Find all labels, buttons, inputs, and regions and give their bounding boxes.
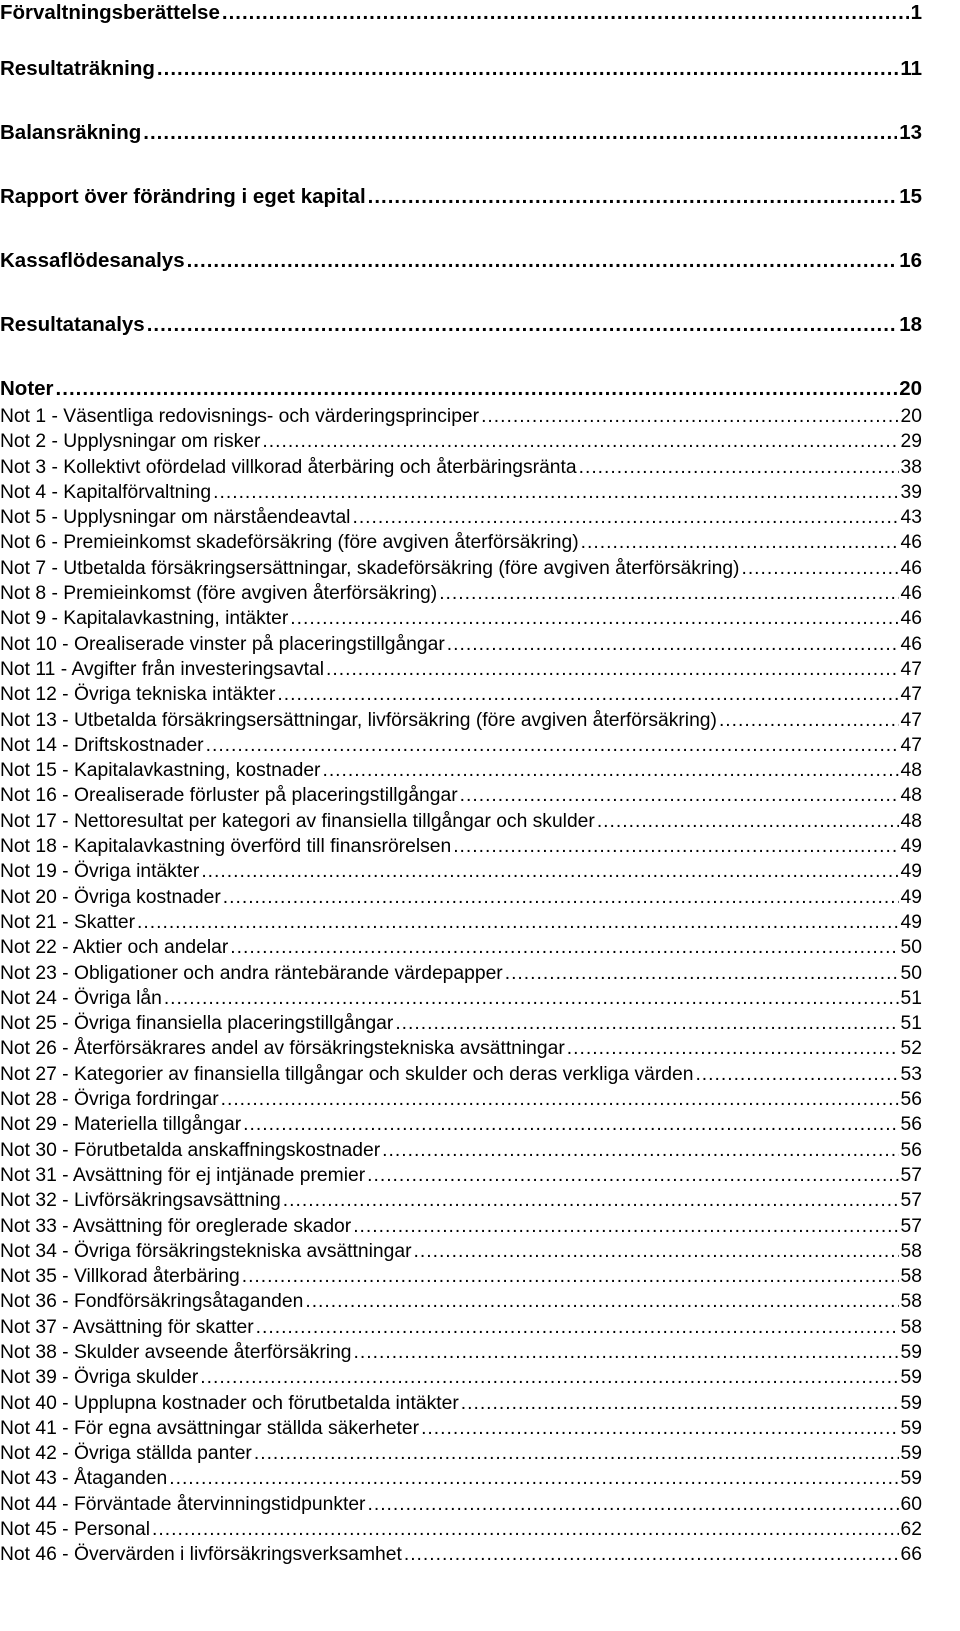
toc-entry-title: Not 20 - Övriga kostnader [0,886,221,908]
toc-entry-title: Förvaltningsberättelse [0,1,220,24]
toc-entry-title: Not 38 - Skulder avseende återförsäkring [0,1341,352,1363]
toc-entry-title: Not 44 - Förväntade återvinningstidpunkter [0,1493,366,1515]
toc-entry-title: Not 26 - Återförsäkrares andel av försäkringstekniska avsättningar [0,1038,565,1060]
toc-entry-title: Not 35 - Villkorad återbäring [0,1266,240,1288]
toc-entry-title: Not 6 - Premieinkomst skadeförsäkring (före avgiven återförsäkring) [0,532,579,554]
toc-note-entry[interactable] [0,1466,922,1491]
toc-note-entry[interactable] [0,885,922,910]
toc-entry-title: Not 19 - Övriga intäkter [0,861,200,883]
dot-leader [353,1214,898,1239]
toc-entry-title: Not 1 - Väsentliga redovisnings- och värderingsprinciper [0,406,480,427]
toc-entry-title: Not 36 - Fondförsäkringsåtaganden [0,1291,304,1313]
toc-page-number: 56 [900,1089,922,1111]
toc-entry-title: Resultaträkning [0,57,155,80]
toc-page-number: 15 [899,185,922,208]
toc-page-number: 49 [900,911,922,933]
dot-leader [352,505,898,530]
dot-leader [505,961,899,986]
toc-page-number: 13 [899,121,922,144]
toc-page-number: 58 [900,1316,922,1338]
dot-leader [283,1188,899,1213]
toc-note-entry[interactable] [0,1163,922,1188]
toc-entry-title: Not 4 - Kapitalförvaltning [0,481,212,503]
dot-leader [200,1365,898,1390]
toc-note-entry[interactable] [0,986,922,1011]
toc-page-number: 50 [900,937,922,959]
toc-page-number: 11 [900,57,922,80]
dot-leader [143,120,897,146]
toc-note-entry[interactable] [0,834,922,859]
toc-note-entry[interactable] [0,1391,922,1416]
toc-page-number: 57 [900,1215,922,1237]
toc-note-entry[interactable] [0,708,922,733]
toc-note-entry[interactable] [0,1138,922,1163]
toc-entry-title: Not 30 - Förutbetalda anskaffningskostnader [0,1139,381,1161]
toc-entry-title: Not 8 - Premieinkomst (före avgiven återförsäkring) [0,583,438,605]
toc-page-number: 47 [900,684,922,706]
toc-note-entry[interactable] [0,530,922,555]
dot-leader [367,1492,898,1517]
dot-leader [461,1391,899,1416]
toc-note-entry[interactable] [0,556,922,581]
toc-entry-title: Resultatanalys [0,313,145,336]
toc-entry-title: Kassaflödesanalys [0,249,185,272]
toc-page-number: 48 [900,785,922,807]
toc-page-number: 62 [900,1519,922,1541]
toc-note-entry[interactable] [0,1492,922,1517]
toc-entry-title: Not 15 - Kapitalavkastning, kostnader [0,760,321,782]
toc-note-entry[interactable] [0,1416,922,1441]
toc-major-entry[interactable] [0,0,922,36]
toc-page-number: 59 [900,1468,922,1490]
toc-entry-title: Not 39 - Övriga skulder [0,1367,199,1389]
toc-entry-title: Not 13 - Utbetalda försäkringsersättningar, livförsäkring (före avgiven återförsäkring) [0,709,717,731]
toc-page-number: 48 [900,760,922,782]
toc-note-entry[interactable] [0,1214,922,1239]
dot-leader [368,184,898,210]
toc-note-entry[interactable] [0,1542,922,1567]
toc-entry-title: Not 29 - Materiella tillgångar [0,1114,242,1136]
toc-note-entry[interactable] [0,1289,922,1314]
toc-note-entry[interactable] [0,1188,922,1213]
dot-leader [395,1011,898,1036]
dot-leader [169,1466,898,1491]
toc-page-number: 50 [900,962,922,984]
dot-leader [326,657,899,682]
toc-page-number: 18 [899,313,922,336]
dot-leader [56,376,898,402]
toc-major-entry[interactable] [0,312,922,356]
toc-note-entry[interactable] [0,606,922,631]
toc-major-entry[interactable] [0,376,922,404]
toc-note-entry[interactable] [0,1239,922,1264]
toc-page-number: 59 [900,1367,922,1389]
toc-note-entry[interactable] [0,1517,922,1542]
toc-note-entry[interactable] [0,733,922,758]
toc-note-entry[interactable] [0,404,922,429]
toc-page-number: 58 [900,1240,922,1262]
toc-note-entry[interactable] [0,1441,922,1466]
toc-entry-title: Not 45 - Personal [0,1519,151,1541]
dot-leader [481,404,898,429]
toc-entry-title: Not 25 - Övriga finansiella placeringstillgångar [0,1013,394,1035]
dot-leader [256,1315,899,1340]
dot-leader [741,556,898,581]
toc-entry-title: Not 17 - Nettoresultat per kategori av finansiella tillgångar och skulder [0,810,595,832]
dot-leader [147,312,897,338]
dot-leader [254,1441,899,1466]
toc-note-entry[interactable] [0,910,922,935]
toc-page-number: 20 [900,406,922,427]
toc-page-number: 57 [900,1190,922,1212]
dot-leader [137,910,899,935]
dot-leader [262,429,898,454]
dot-leader [421,1416,898,1441]
toc-entry-title: Not 27 - Kategorier av finansiella tillgångar och skulder och deras verkliga värden [0,1063,694,1085]
toc-page-number: 46 [900,557,922,579]
dot-leader [695,1062,898,1087]
toc-note-entry[interactable] [0,1062,922,1087]
dot-leader [213,480,898,505]
dot-leader [206,733,899,758]
toc-note-entry[interactable] [0,581,922,606]
toc-note-entry[interactable] [0,480,922,505]
toc-entry-title: Not 5 - Upplysningar om närståendeavtal [0,507,351,529]
toc-note-entry[interactable] [0,1112,922,1137]
toc-page-number: 20 [899,377,922,400]
notes-list [0,404,922,1568]
toc-note-entry[interactable] [0,429,922,454]
toc-entry-title: Not 41 - För egna avsättningar ställda säkerheter [0,1417,420,1439]
dot-leader [719,708,899,733]
toc-page-number: 59 [900,1417,922,1439]
toc-entry-title: Not 43 - Åtaganden [0,1468,168,1490]
toc-note-entry[interactable] [0,783,922,808]
toc-note-entry[interactable] [0,1315,922,1340]
toc-major-entry[interactable] [0,184,922,228]
toc-page-number: 46 [900,532,922,554]
toc-note-entry[interactable] [0,455,922,480]
toc-page-number: 47 [900,658,922,680]
dot-leader [404,1542,899,1567]
toc-note-entry[interactable] [0,1264,922,1289]
dot-leader [221,1087,899,1112]
dot-leader [277,682,898,707]
toc-page-number: 51 [900,987,922,1009]
toc-page-number: 48 [900,810,922,832]
toc-page-number: 66 [900,1544,922,1566]
dot-leader [152,1517,899,1542]
toc-page-number: 58 [900,1266,922,1288]
toc-page-number: 16 [899,249,922,272]
toc-major-entry[interactable] [0,120,922,164]
toc-entry-title: Rapport över förändring i eget kapital [0,185,366,208]
toc-note-entry[interactable] [0,758,922,783]
toc-note-entry[interactable] [0,1340,922,1365]
toc-entry-title: Not 14 - Driftskostnader [0,734,204,756]
toc-note-entry[interactable] [0,1365,922,1390]
toc-page-number: 47 [900,734,922,756]
toc-entry-title: Not 10 - Orealiserade vinster på placeringstillgångar [0,633,445,655]
toc-page-number: 38 [900,456,922,478]
dot-leader [453,834,898,859]
toc-page-number: 49 [900,886,922,908]
toc-entry-title: Not 32 - Livförsäkringsavsättning [0,1190,281,1212]
dot-leader [447,632,899,657]
dot-leader [223,885,899,910]
toc-page-number: 59 [900,1392,922,1414]
toc-entry-title: Not 11 - Avgifter från investeringsavtal [0,658,325,680]
toc-page-number: 39 [900,481,922,503]
dot-leader [201,859,898,884]
toc-note-entry[interactable] [0,1087,922,1112]
toc-page-number: 52 [900,1038,922,1060]
dot-leader [157,56,898,82]
toc-page-number: 47 [900,709,922,731]
toc-entry-title: Not 37 - Avsättning för skatter [0,1316,254,1338]
dot-leader [439,581,898,606]
toc-page-number: 46 [900,608,922,630]
toc-page-number: 56 [900,1114,922,1136]
toc-page-number: 29 [900,431,922,453]
toc-note-entry[interactable] [0,1011,922,1036]
dot-leader [597,809,899,834]
toc-entry-title: Not 22 - Aktier och andelar [0,937,229,959]
toc-note-entry[interactable] [0,632,922,657]
dot-leader [322,758,898,783]
dot-leader [567,1036,899,1061]
toc-major-entry[interactable] [0,56,922,100]
dot-leader [242,1264,899,1289]
toc-page-number: 46 [900,633,922,655]
dot-leader [243,1112,898,1137]
dot-leader [164,986,899,1011]
toc-note-entry[interactable] [0,859,922,884]
toc-entry-title: Not 31 - Avsättning för ej intjänade premier [0,1164,366,1186]
toc-page-number: 46 [900,583,922,605]
toc-major-entry[interactable] [0,248,922,292]
toc-page-number: 51 [900,1013,922,1035]
toc-page-number: 59 [900,1443,922,1465]
dot-leader [290,606,898,631]
dot-leader [354,1340,899,1365]
toc-entry-title: Not 7 - Utbetalda försäkringsersättningar, skadeförsäkring (före avgiven återförsäkring) [0,557,740,579]
dot-leader [382,1138,898,1163]
toc-note-entry[interactable] [0,935,922,960]
dot-leader [187,248,898,274]
toc-note-entry[interactable] [0,961,922,986]
toc-entry-title: Not 33 - Avsättning för oreglerade skador [0,1215,352,1237]
toc-note-entry[interactable] [0,657,922,682]
toc-entry-title: Not 42 - Övriga ställda panter [0,1443,252,1465]
toc-page-number: 49 [900,836,922,858]
toc-entry-title: Not 23 - Obligationer och andra räntebärande värdepapper [0,962,503,984]
toc-page-number: 59 [900,1341,922,1363]
toc-entry-title: Balansräkning [0,121,142,144]
toc-entry-title: Not 2 - Upplysningar om risker [0,431,261,453]
dot-leader [367,1163,898,1188]
toc-page-number: 57 [900,1164,922,1186]
dot-leader [460,783,899,808]
dot-leader [222,0,909,26]
toc-entry-title: Not 3 - Kollektivt ofördelad villkorad återbäring och återbäringsränta [0,456,577,478]
toc-page-number: 60 [900,1493,922,1515]
toc-entry-title: Not 16 - Orealiserade förluster på placeringstillgångar [0,785,458,807]
dot-leader [230,935,898,960]
toc-entry-title: Not 12 - Övriga tekniska intäkter [0,684,276,706]
toc-note-entry[interactable] [0,809,922,834]
toc-entry-title: Not 34 - Övriga försäkringstekniska avsättningar [0,1240,412,1262]
toc-note-entry[interactable] [0,505,922,530]
toc-entry-title: Not 28 - Övriga fordringar [0,1089,219,1111]
toc-entry-title: Not 18 - Kapitalavkastning överförd till finansrörelsen [0,836,452,858]
toc-entry-title: Noter [0,377,54,400]
toc-page-number: 53 [900,1063,922,1085]
toc-entry-title: Not 21 - Skatter [0,911,136,933]
toc-entry-title: Not 24 - Övriga lån [0,987,162,1009]
toc-page-number: 43 [900,507,922,529]
toc-note-entry[interactable] [0,1036,922,1061]
toc-page-number: 56 [900,1139,922,1161]
toc-page-number: 58 [900,1291,922,1313]
dot-leader [414,1239,899,1264]
toc-note-entry[interactable] [0,682,922,707]
dot-leader [579,455,899,480]
toc-entry-title: Not 40 - Upplupna kostnader och förutbetalda intäkter [0,1392,459,1414]
dot-leader [581,530,899,555]
toc-entry-title: Not 46 - Övervärden i livförsäkringsverksamhet [0,1544,402,1566]
dot-leader [305,1289,898,1314]
toc-page-number: 1 [910,1,922,24]
toc-page-number: 49 [900,861,922,883]
toc-entry-title: Not 9 - Kapitalavkastning, intäkter [0,608,289,630]
